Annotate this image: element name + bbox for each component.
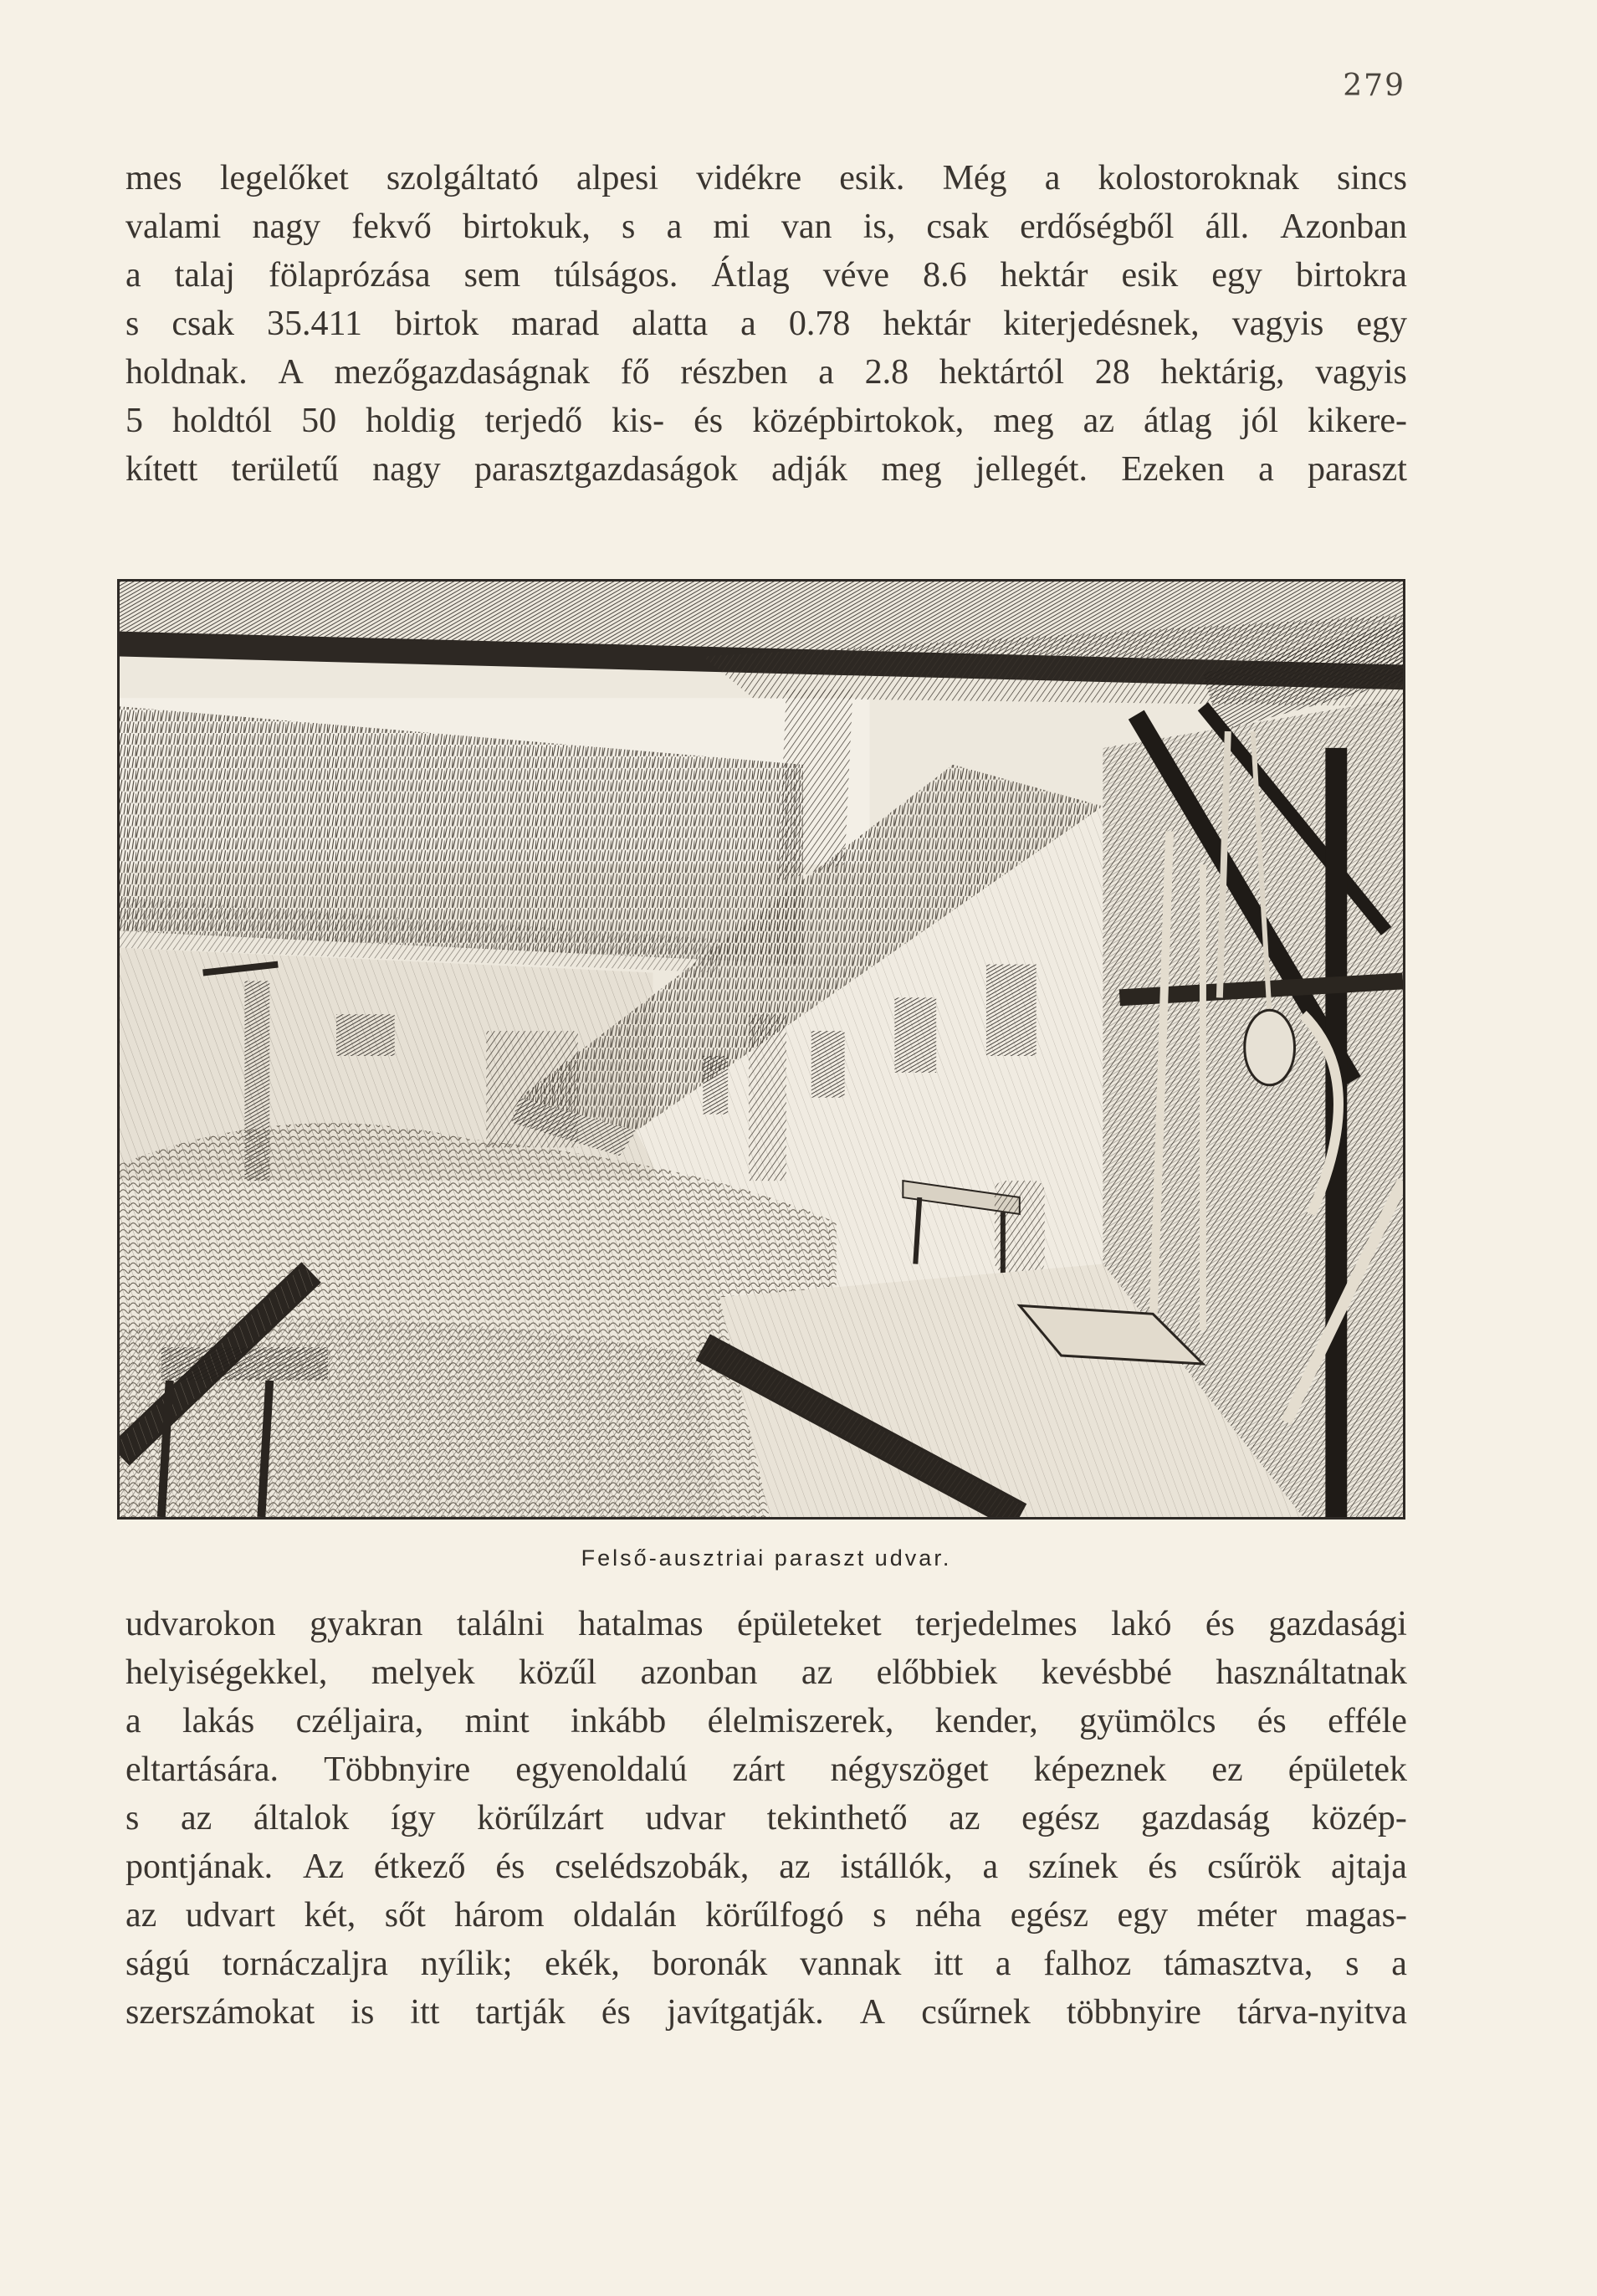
word: túlságos. bbox=[554, 256, 678, 295]
text-line bbox=[125, 1988, 1407, 2037]
word: körűlzárt bbox=[477, 1799, 604, 1837]
word: a bbox=[1391, 1945, 1407, 1983]
word: támasztva, bbox=[1163, 1945, 1313, 1983]
word: szolgáltató bbox=[386, 159, 539, 197]
word: sem bbox=[463, 256, 521, 295]
word: esik bbox=[1121, 256, 1179, 295]
word: adják bbox=[771, 450, 848, 489]
word: birtokra bbox=[1295, 256, 1407, 295]
word: a bbox=[125, 1702, 141, 1740]
word: méter bbox=[1196, 1896, 1277, 1935]
top-paragraph bbox=[125, 154, 1407, 494]
word: vidékre bbox=[696, 159, 802, 197]
word: képeznek bbox=[1033, 1750, 1167, 1789]
word: egyenoldalú bbox=[515, 1750, 688, 1789]
word: mes bbox=[125, 159, 182, 197]
word: nagy bbox=[372, 450, 441, 489]
word: s bbox=[125, 305, 140, 343]
word: lakás bbox=[182, 1702, 255, 1740]
text-line bbox=[125, 1794, 1407, 1842]
word: birtok bbox=[394, 305, 479, 343]
word: hektár bbox=[883, 305, 971, 343]
word: sőt bbox=[384, 1896, 426, 1935]
word: a bbox=[125, 256, 141, 295]
word: 35.411 bbox=[267, 305, 362, 343]
word: kített bbox=[125, 450, 198, 489]
word: fölaprózása bbox=[268, 256, 431, 295]
word: itt bbox=[410, 1993, 440, 2032]
word: valami bbox=[125, 208, 222, 246]
text-line bbox=[125, 202, 1407, 251]
word: sincs bbox=[1337, 159, 1407, 197]
word: holdig bbox=[366, 402, 456, 440]
word: részben bbox=[680, 353, 788, 392]
word: fő bbox=[620, 353, 650, 392]
word: két, bbox=[304, 1896, 356, 1935]
word: előbbiek bbox=[876, 1653, 998, 1692]
word: átlag bbox=[1144, 402, 1212, 440]
word: birtokuk, bbox=[463, 208, 591, 246]
word: tekinthető bbox=[766, 1799, 908, 1837]
word: gazdasági bbox=[1268, 1605, 1407, 1643]
word: is, bbox=[862, 208, 896, 246]
word: is bbox=[351, 1993, 375, 2032]
word: élelmiszerek, bbox=[707, 1702, 894, 1740]
word: 50 bbox=[301, 402, 337, 440]
word: többnyire bbox=[1066, 1993, 1201, 2032]
farmyard-engraving bbox=[117, 579, 1405, 1520]
engraving-illustration bbox=[120, 582, 1403, 1517]
text-line bbox=[125, 348, 1407, 397]
word: marad bbox=[511, 305, 600, 343]
word: és bbox=[1148, 1848, 1178, 1886]
text-line bbox=[125, 154, 1407, 202]
bottom-paragraph bbox=[125, 1600, 1407, 2037]
word: a bbox=[818, 353, 834, 392]
word: efféle bbox=[1328, 1702, 1407, 1740]
word: kikere- bbox=[1308, 402, 1407, 440]
word: ságú bbox=[125, 1945, 190, 1983]
word: cselédszobák, bbox=[555, 1848, 750, 1886]
word: udvar bbox=[645, 1799, 725, 1837]
word: egész bbox=[1010, 1896, 1089, 1935]
word: tornáczaljra bbox=[222, 1945, 388, 1983]
word: egy bbox=[1211, 256, 1262, 295]
word: épületeket bbox=[737, 1605, 882, 1643]
word: általok bbox=[253, 1799, 350, 1837]
word: egy bbox=[1117, 1896, 1169, 1935]
word: területű bbox=[231, 450, 339, 489]
word: használtatnak bbox=[1216, 1653, 1407, 1692]
word: falhoz bbox=[1043, 1945, 1132, 1983]
word: egy bbox=[1356, 305, 1407, 343]
word: kiterjedésnek, bbox=[1003, 305, 1200, 343]
word: gazdaság bbox=[1141, 1799, 1270, 1837]
text-line bbox=[125, 1842, 1407, 1891]
word: néha bbox=[914, 1896, 982, 1935]
word: az bbox=[1083, 402, 1114, 440]
word: gyümölcs bbox=[1079, 1702, 1216, 1740]
word: csak bbox=[171, 305, 234, 343]
word: hektárig, bbox=[1160, 353, 1285, 392]
text-line bbox=[125, 397, 1407, 445]
word: magas- bbox=[1305, 1896, 1407, 1935]
word: itt bbox=[934, 1945, 964, 1983]
word: zárt bbox=[732, 1750, 786, 1789]
word: csűrök bbox=[1207, 1848, 1302, 1886]
word: az bbox=[779, 1848, 811, 1886]
word: 28 bbox=[1094, 353, 1130, 392]
figure-caption: Felső-ausztriai paraszt udvar. bbox=[581, 1545, 952, 1571]
word: véve bbox=[822, 256, 890, 295]
word: alpesi bbox=[576, 159, 658, 197]
word: meg bbox=[881, 450, 942, 489]
word: vagyis bbox=[1315, 353, 1407, 392]
word: s bbox=[125, 1799, 140, 1837]
word: erdőségből bbox=[1020, 208, 1175, 246]
word: a bbox=[1258, 450, 1274, 489]
word: tartják bbox=[475, 1993, 566, 2032]
word: az bbox=[949, 1799, 980, 1837]
word: s bbox=[1345, 1945, 1359, 1983]
word: Még bbox=[942, 159, 1007, 197]
word: nagy bbox=[252, 208, 321, 246]
word: találni bbox=[456, 1605, 545, 1643]
word: és bbox=[601, 1993, 631, 2032]
word: alatta bbox=[632, 305, 709, 343]
word: paraszt bbox=[1307, 450, 1407, 489]
word: Azonban bbox=[1280, 208, 1407, 246]
word: ajtaja bbox=[1330, 1848, 1407, 1886]
text-line bbox=[125, 445, 1407, 494]
word: 8.6 bbox=[923, 256, 967, 295]
word: jól bbox=[1241, 402, 1278, 440]
word: középbirtokok, bbox=[752, 402, 965, 440]
word: közép- bbox=[1311, 1799, 1407, 1837]
word: kevésbbé bbox=[1041, 1653, 1172, 1692]
word: csak bbox=[926, 208, 989, 246]
word: terjedelmes bbox=[915, 1605, 1077, 1643]
word: udvarokon bbox=[125, 1605, 276, 1643]
text-line bbox=[125, 1648, 1407, 1697]
word: három bbox=[454, 1896, 545, 1935]
word: istállók, bbox=[840, 1848, 953, 1886]
word: lakó bbox=[1111, 1605, 1172, 1643]
word: ez bbox=[1211, 1750, 1243, 1789]
word: fekvő bbox=[351, 208, 432, 246]
word: azonban bbox=[640, 1653, 758, 1692]
word: czéljaira, bbox=[295, 1702, 424, 1740]
word: az bbox=[125, 1896, 157, 1935]
word: közűl bbox=[518, 1653, 597, 1692]
word: négyszöget bbox=[830, 1750, 989, 1789]
word: mint bbox=[464, 1702, 530, 1740]
word: eltartására. bbox=[125, 1750, 279, 1789]
text-line bbox=[125, 1697, 1407, 1745]
word: és bbox=[694, 402, 724, 440]
word: Átlag bbox=[711, 256, 790, 295]
word: terjedő bbox=[484, 402, 583, 440]
word: javítgatják. bbox=[666, 1993, 824, 2032]
word: mezőgazdaságnak bbox=[334, 353, 591, 392]
word: áll. bbox=[1205, 208, 1250, 246]
word: esik. bbox=[839, 159, 905, 197]
word: inkább bbox=[570, 1702, 667, 1740]
word: talaj bbox=[174, 256, 235, 295]
word: A bbox=[859, 1993, 886, 2032]
word: helyiségekkel, bbox=[125, 1653, 328, 1692]
word: melyek bbox=[371, 1653, 475, 1692]
word: vagyis bbox=[1231, 305, 1324, 343]
word: oldalán bbox=[572, 1896, 677, 1935]
word: a bbox=[995, 1945, 1011, 1983]
page-number: 279 bbox=[1343, 69, 1405, 103]
word: csűrnek bbox=[921, 1993, 1031, 2032]
word: holdnak. bbox=[125, 353, 248, 392]
word: 0.78 bbox=[788, 305, 851, 343]
word: épületek bbox=[1287, 1750, 1407, 1789]
word: van bbox=[781, 208, 832, 246]
word: 5 bbox=[125, 402, 143, 440]
word: a bbox=[1044, 159, 1061, 197]
word: hektártól bbox=[939, 353, 1065, 392]
word: udvart bbox=[185, 1896, 276, 1935]
word: az bbox=[801, 1653, 833, 1692]
word: és bbox=[495, 1848, 525, 1886]
word: 2.8 bbox=[864, 353, 909, 392]
word: a bbox=[982, 1848, 999, 1886]
word: tárva-nyitva bbox=[1236, 1993, 1407, 2032]
word: a bbox=[666, 208, 683, 246]
text-line bbox=[125, 1745, 1407, 1794]
text-line bbox=[125, 1600, 1407, 1648]
word: pontjának. bbox=[125, 1848, 274, 1886]
word: az bbox=[180, 1799, 212, 1837]
word: a bbox=[740, 305, 756, 343]
word: kolostoroknak bbox=[1098, 159, 1299, 197]
word: és bbox=[1205, 1605, 1235, 1643]
word: szerszámokat bbox=[125, 1993, 315, 2032]
word: jellegét. bbox=[975, 450, 1088, 489]
word: étkező bbox=[373, 1848, 466, 1886]
word: színek bbox=[1028, 1848, 1118, 1886]
word: és bbox=[1257, 1702, 1287, 1740]
word: s bbox=[873, 1896, 887, 1935]
word: kis- bbox=[612, 402, 665, 440]
word: hektár bbox=[1000, 256, 1088, 295]
word: meg bbox=[993, 402, 1054, 440]
text-line bbox=[125, 251, 1407, 300]
word: s bbox=[622, 208, 636, 246]
word: körűlfogó bbox=[705, 1896, 844, 1935]
word: mi bbox=[713, 208, 750, 246]
word: boronák bbox=[652, 1945, 768, 1983]
word: legelőket bbox=[219, 159, 349, 197]
text-line bbox=[125, 1891, 1407, 1940]
word: Az bbox=[303, 1848, 344, 1886]
word: gyakran bbox=[310, 1605, 423, 1643]
text-line bbox=[125, 300, 1407, 348]
text-line bbox=[125, 1940, 1407, 1988]
word: Többnyire bbox=[324, 1750, 471, 1789]
word: parasztgazdaságok bbox=[474, 450, 738, 489]
word: egész bbox=[1021, 1799, 1100, 1837]
word: vannak bbox=[800, 1945, 902, 1983]
word: holdtól bbox=[172, 402, 273, 440]
word: hatalmas bbox=[578, 1605, 704, 1643]
word: A bbox=[278, 353, 304, 392]
word: Ezeken bbox=[1121, 450, 1225, 489]
word: kender, bbox=[934, 1702, 1038, 1740]
word: nyílik; bbox=[420, 1945, 513, 1983]
word: ekék, bbox=[545, 1945, 620, 1983]
word: így bbox=[390, 1799, 436, 1837]
